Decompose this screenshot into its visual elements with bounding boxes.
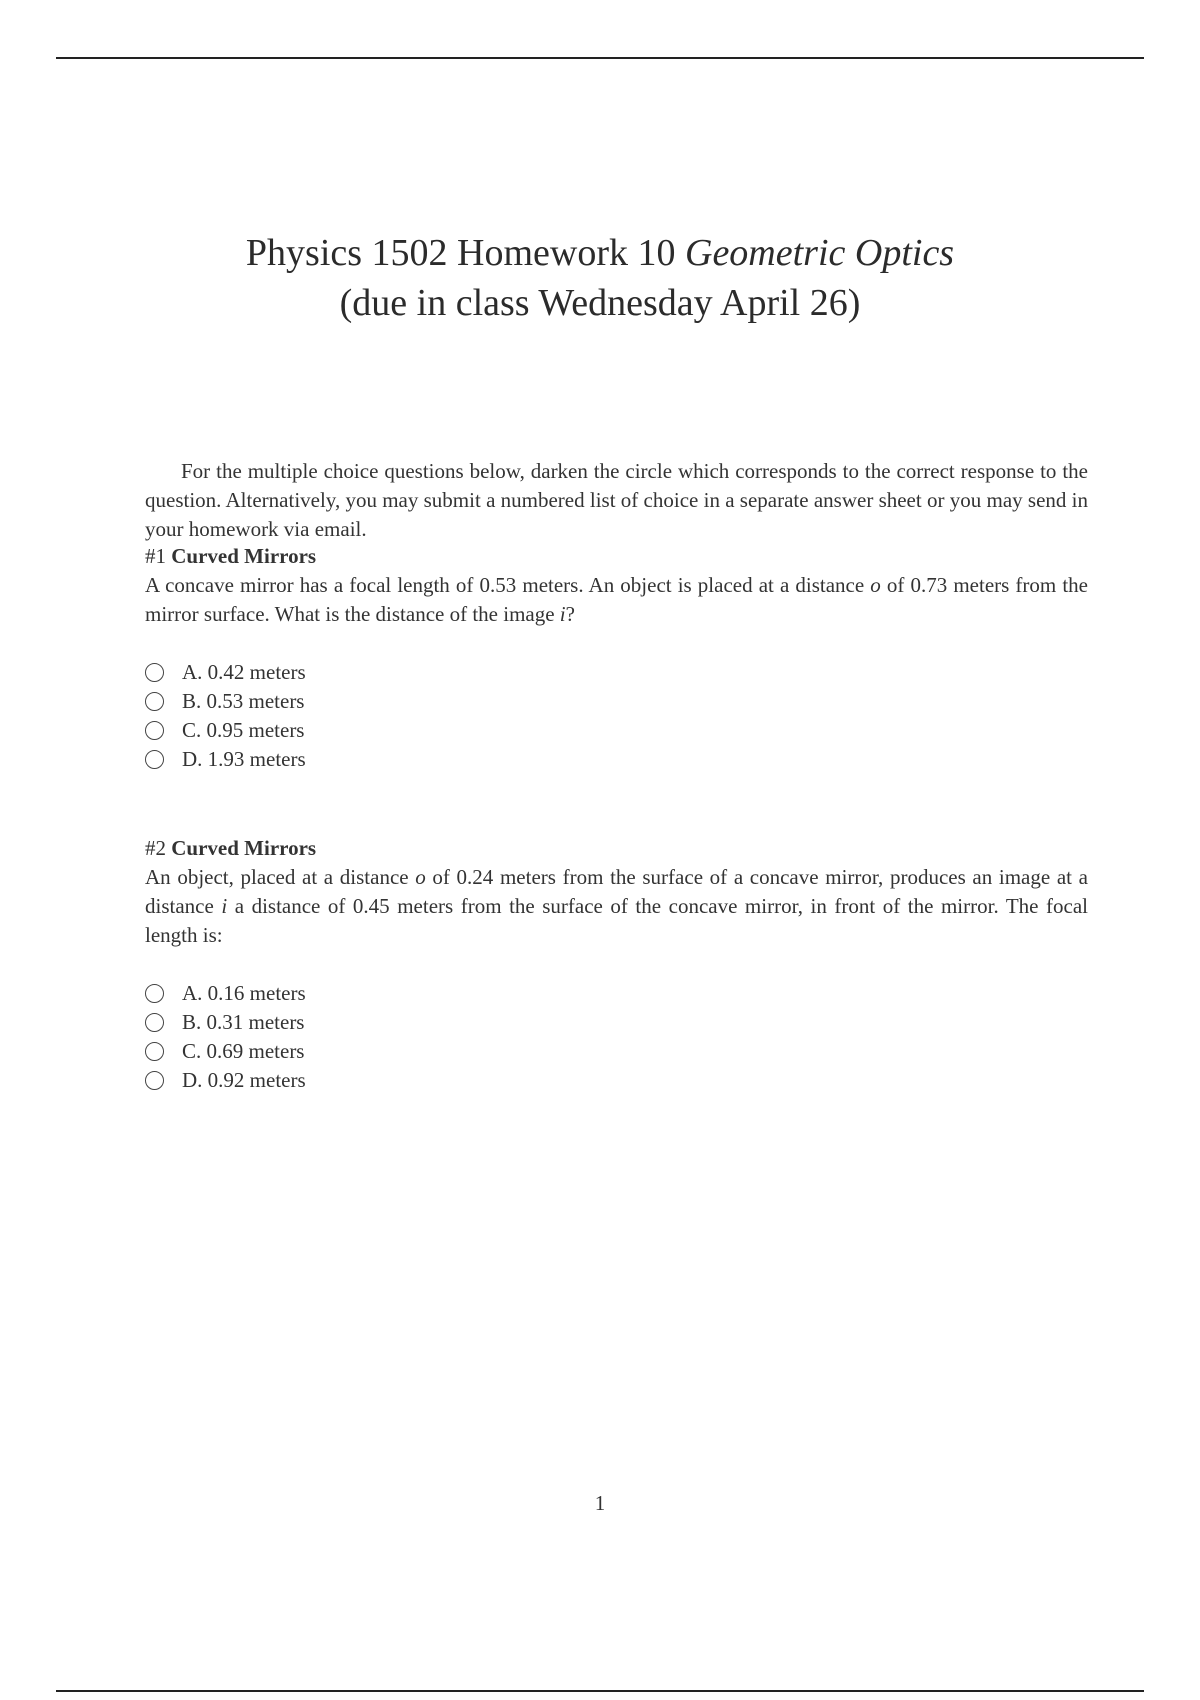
question-2-heading	[145, 834, 1088, 863]
choice-label: B. 0.53 meters	[182, 689, 305, 713]
question-2	[145, 834, 1088, 1095]
instructions-paragraph: For the multiple choice questions below, darken the circle which corresponds to the correct response to the question. Alternatively, you may submit a numbered list of choice in a separate answer sheet or you may send in your homework via email.	[145, 459, 1088, 541]
choice-label: B. 0.31 meters	[182, 1010, 305, 1034]
variable-o: o	[415, 865, 426, 889]
question-2-text-part: of 0.24 meters from the surface of a concave mirror, produces an image at a distance	[145, 865, 1088, 918]
variable-i: i	[559, 602, 566, 626]
bottom-rule	[56, 1690, 1144, 1692]
question-2-choices	[145, 979, 1088, 1095]
choice-option[interactable]	[145, 745, 1088, 774]
question-1-text-part: A concave mirror has a focal length of 0.53 meters. An object is placed at a distance	[145, 573, 871, 597]
radio-circle-icon[interactable]	[145, 663, 164, 682]
page-number: 1	[594, 1491, 606, 1515]
choice-label: D. 1.93 meters	[182, 747, 306, 771]
radio-circle-icon[interactable]	[145, 692, 164, 711]
document-title	[0, 228, 1200, 328]
radio-circle-icon[interactable]	[145, 750, 164, 769]
choice-option[interactable]	[145, 1066, 1088, 1095]
question-2-text-part: An object, placed at a distance	[145, 865, 416, 889]
question-2-topic: Curved Mirrors	[171, 836, 317, 860]
choice-option[interactable]	[145, 687, 1088, 716]
choice-label: C. 0.95 meters	[182, 718, 305, 742]
title-due-date: (due in class Wednesday April 26)	[339, 282, 861, 324]
question-1-topic: Curved Mirrors	[171, 544, 317, 568]
question-1	[145, 542, 1088, 774]
choice-option[interactable]	[145, 1037, 1088, 1066]
choice-label: C. 0.69 meters	[182, 1039, 305, 1063]
question-1-number: #1	[145, 544, 166, 568]
question-1-text-part: of 0.73 meters from the mirror surface. What is the distance of the image	[145, 573, 1088, 626]
choice-label: D. 0.92 meters	[182, 1068, 306, 1092]
question-2-text-part: a distance of 0.45 meters from the surface of the concave mirror, in front of the mirror. The focal length is:	[145, 894, 1088, 947]
top-rule	[56, 57, 1144, 59]
variable-o: o	[870, 573, 881, 597]
choice-option[interactable]	[145, 979, 1088, 1008]
question-2-number: #2	[145, 836, 166, 860]
question-1-heading	[145, 542, 1088, 571]
question-1-choices	[145, 658, 1088, 774]
choice-label: A. 0.42 meters	[182, 660, 306, 684]
choice-option[interactable]	[145, 1008, 1088, 1037]
choice-label: A. 0.16 meters	[182, 981, 306, 1005]
radio-circle-icon[interactable]	[145, 1042, 164, 1061]
title-main: Physics 1502 Homework 10	[245, 232, 676, 274]
question-1-text-part: ?	[565, 602, 575, 626]
variable-i: i	[221, 894, 228, 918]
question-2-text	[145, 863, 1088, 950]
choice-option[interactable]	[145, 658, 1088, 687]
choice-option[interactable]	[145, 716, 1088, 745]
radio-circle-icon[interactable]	[145, 1013, 164, 1032]
question-1-text	[145, 571, 1088, 629]
radio-circle-icon[interactable]	[145, 984, 164, 1003]
radio-circle-icon[interactable]	[145, 721, 164, 740]
title-topic: Geometric Optics	[685, 232, 955, 274]
radio-circle-icon[interactable]	[145, 1071, 164, 1090]
